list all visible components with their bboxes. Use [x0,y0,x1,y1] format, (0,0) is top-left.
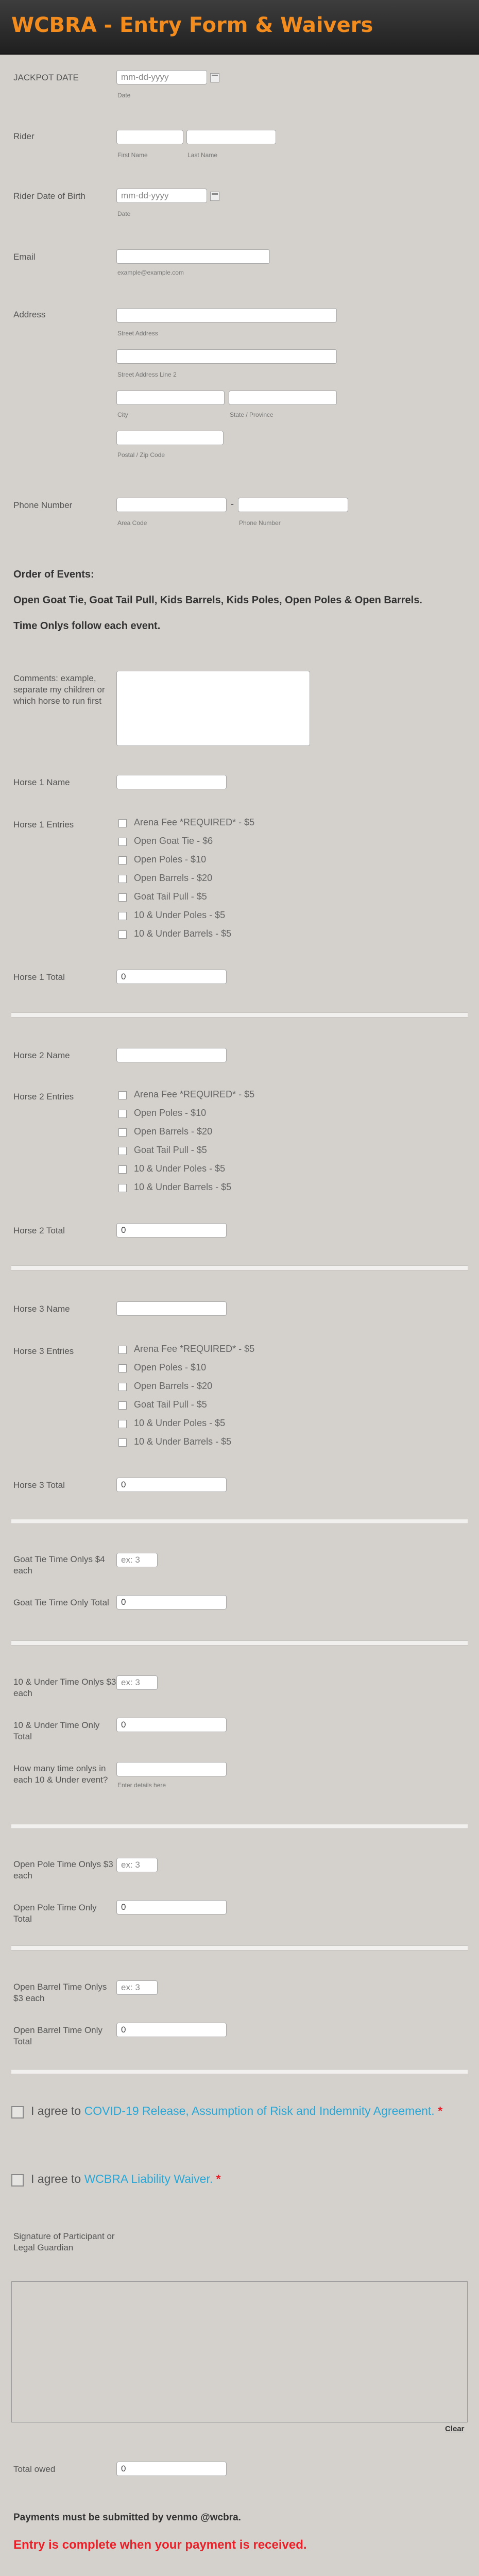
horse1-option-checkbox[interactable] [118,930,127,939]
horse2-option-label: Open Poles - $10 [134,1108,207,1118]
goat-tie-total-input[interactable]: 0 [116,1595,227,1609]
section-divider [11,2069,468,2074]
horse3-total-label: Horse 3 Total [13,1480,65,1490]
state-input[interactable] [229,391,337,405]
horse2-option-checkbox[interactable] [118,1165,127,1174]
calendar-icon[interactable] [210,192,219,201]
dob-label: Rider Date of Birth [13,191,85,201]
horse3-option-checkbox[interactable] [118,1364,127,1372]
events-heading: Order of Events: [13,569,94,580]
street-address-input[interactable] [116,308,337,323]
city-sublabel: City [117,411,128,418]
horse1-option-label: 10 & Under Barrels - $5 [134,928,232,939]
section-divider [11,1640,468,1646]
horse1-option-label: Goat Tail Pull - $5 [134,891,207,902]
open-barrel-total-input[interactable]: 0 [116,2023,227,2037]
horse3-entries-label: Horse 3 Entries [13,1346,74,1356]
jackpot-date-input[interactable]: mm-dd-yyyy [116,70,207,84]
goat-tie-count-input[interactable]: ex: 3 [116,1553,158,1567]
rider-first-name-input[interactable] [116,130,183,144]
first-name-sublabel: First Name [117,151,148,159]
goat-tie-total-label: Goat Tie Time Only Total [13,1598,109,1607]
total-owed-label: Total owed [13,2464,56,2474]
phone-number-input[interactable] [238,498,348,512]
agree-prefix: I agree to [31,2104,81,2117]
horse2-option-label: Open Barrels - $20 [134,1126,213,1137]
liability-waiver-link[interactable]: WCBRA Liability Waiver. [84,2172,213,2185]
horse2-option-label: Goat Tail Pull - $5 [134,1145,207,1155]
address-label: Address [13,310,46,319]
ten-under-details-label: How many time onlys in each 10 & Under event? [13,1764,108,1785]
waiver-agree-checkbox[interactable] [11,2174,24,2187]
section-divider [11,1824,468,1829]
ten-under-total-label: 10 & Under Time Only Total [13,1720,100,1741]
zip-sublabel: Postal / Zip Code [117,451,165,459]
ten-under-label: 10 & Under Time Onlys $3 each [13,1677,116,1698]
horse1-option-label: Open Goat Tie - $6 [134,836,213,846]
waiver-agree-text [31,2172,221,2186]
area-code-sublabel: Area Code [117,519,147,527]
city-input[interactable] [116,391,225,405]
street-sublabel: Street Address [117,330,158,337]
open-pole-total-label: Open Pole Time Only Total [13,1903,97,1924]
horse1-option-label: 10 & Under Poles - $5 [134,910,226,920]
horse3-name-label: Horse 3 Name [13,1304,70,1314]
horse2-name-label: Horse 2 Name [13,1050,70,1060]
horse3-option-label: Arena Fee *REQUIRED* - $5 [134,1344,255,1354]
horse1-name-label: Horse 1 Name [13,777,70,787]
email-input[interactable] [116,249,270,264]
horse2-option-label: 10 & Under Poles - $5 [134,1163,226,1174]
horse1-option-checkbox[interactable] [118,912,127,920]
phone-number-sublabel: Phone Number [239,519,281,527]
horse3-option-checkbox[interactable] [118,1346,127,1354]
ten-under-total-input[interactable]: 0 [116,1718,227,1732]
street2-sublabel: Street Address Line 2 [117,371,177,378]
horse2-total-label: Horse 2 Total [13,1226,65,1235]
horse3-name-input[interactable] [116,1301,227,1316]
area-code-input[interactable] [116,498,227,512]
horse1-option-checkbox[interactable] [118,893,127,902]
form-header [0,0,479,55]
covid-agree-text [31,2104,442,2118]
total-owed-input[interactable]: 0 [116,2462,227,2476]
horse1-option-label: Open Barrels - $20 [134,873,213,883]
agree-prefix: I agree to [31,2172,81,2185]
horse3-option-checkbox[interactable] [118,1420,127,1428]
calendar-icon[interactable] [210,73,219,82]
horse3-option-label: 10 & Under Poles - $5 [134,1418,226,1428]
horse2-option-checkbox[interactable] [118,1091,127,1099]
signature-label: Signature of Participant or Legal Guardian [13,2231,115,2252]
open-pole-total-input[interactable]: 0 [116,1900,227,1914]
ten-under-details-input[interactable] [116,1762,227,1776]
payment-complete-note: Entry is complete when your payment is received. [13,2538,307,2552]
horse1-total-label: Horse 1 Total [13,972,65,982]
open-barrel-count-input[interactable]: ex: 3 [116,1980,158,1995]
ten-under-details-sublabel: Enter details here [117,1782,166,1789]
horse2-option-checkbox[interactable] [118,1147,127,1155]
horse1-total-input[interactable]: 0 [116,970,227,984]
horse3-option-label: Goat Tail Pull - $5 [134,1399,207,1410]
rider-label: Rider [13,131,35,141]
open-pole-count-input[interactable]: ex: 3 [116,1858,158,1872]
horse1-option-checkbox[interactable] [118,838,127,846]
form-title: WCBRA - Entry Form & Waivers [11,13,373,37]
required-marker: * [438,2104,443,2117]
required-marker: * [216,2172,221,2185]
horse3-option-checkbox[interactable] [118,1438,127,1447]
state-sublabel: State / Province [230,411,273,418]
section-divider [11,1265,468,1270]
comments-textarea[interactable] [116,671,310,746]
open-pole-label: Open Pole Time Onlys $3 each [13,1859,113,1880]
horse3-option-checkbox[interactable] [118,1383,127,1391]
section-divider [11,1519,468,1524]
horse2-option-label: Arena Fee *REQUIRED* - $5 [134,1089,255,1099]
section-divider [11,1945,468,1951]
signature-pad[interactable] [11,2281,468,2422]
phone-separator: - [231,499,234,509]
zip-input[interactable] [116,431,224,445]
horse3-option-label: Open Barrels - $20 [134,1381,213,1391]
jackpot-date-sublabel: Date [117,92,131,99]
horse2-entries-label: Horse 2 Entries [13,1092,74,1101]
covid-release-link[interactable]: COVID-19 Release, Assumption of Risk and Indemnity Agreement. [84,2104,435,2117]
dob-sublabel: Date [117,210,131,217]
horse2-option-checkbox[interactable] [118,1128,127,1137]
horse1-option-label: Open Poles - $10 [134,854,207,865]
horse1-option-checkbox[interactable] [118,875,127,883]
horse1-option-label: Arena Fee *REQUIRED* - $5 [134,817,255,827]
last-name-sublabel: Last Name [187,151,218,159]
horse2-name-input[interactable] [116,1048,227,1062]
horse2-total-input[interactable]: 0 [116,1223,227,1238]
horse2-option-label: 10 & Under Barrels - $5 [134,1182,232,1192]
goat-tie-label: Goat Tie Time Onlys $4 each [13,1554,105,1575]
clear-signature-link[interactable]: Clear [445,2425,465,2433]
horse3-option-checkbox[interactable] [118,1401,127,1410]
payment-note: Payments must be submitted by venmo @wcbra. [13,2512,241,2523]
covid-agree-checkbox[interactable] [11,2106,24,2119]
open-barrel-label: Open Barrel Time Onlys $3 each [13,1982,107,2003]
horse1-option-checkbox[interactable] [118,819,127,827]
horse3-option-label: Open Poles - $10 [134,1362,207,1372]
section-divider [11,1012,468,1018]
horse2-option-checkbox[interactable] [118,1110,127,1118]
horse2-option-checkbox[interactable] [118,1184,127,1192]
street-address-line2-input[interactable] [116,349,337,364]
jackpot-date-label: JACKPOT DATE [13,73,79,82]
open-barrel-total-label: Open Barrel Time Only Total [13,2025,102,2046]
email-sublabel: example@example.com [117,269,184,276]
horse1-name-input[interactable] [116,775,227,789]
comments-label: Comments: example, separate my children or which horse to run first [13,673,105,706]
horse1-entries-label: Horse 1 Entries [13,820,74,829]
dob-input[interactable]: mm-dd-yyyy [116,189,207,203]
horse1-option-checkbox[interactable] [118,856,127,865]
horse3-total-input[interactable]: 0 [116,1478,227,1492]
ten-under-count-input[interactable]: ex: 3 [116,1675,158,1690]
horse3-option-label: 10 & Under Barrels - $5 [134,1436,232,1447]
rider-last-name-input[interactable] [186,130,276,144]
events-order: Open Goat Tie, Goat Tail Pull, Kids Barrels, Kids Poles, Open Poles & Open Barrels. [13,595,422,606]
email-label: Email [13,252,36,262]
events-note: Time Onlys follow each event. [13,620,161,632]
phone-label: Phone Number [13,500,73,510]
